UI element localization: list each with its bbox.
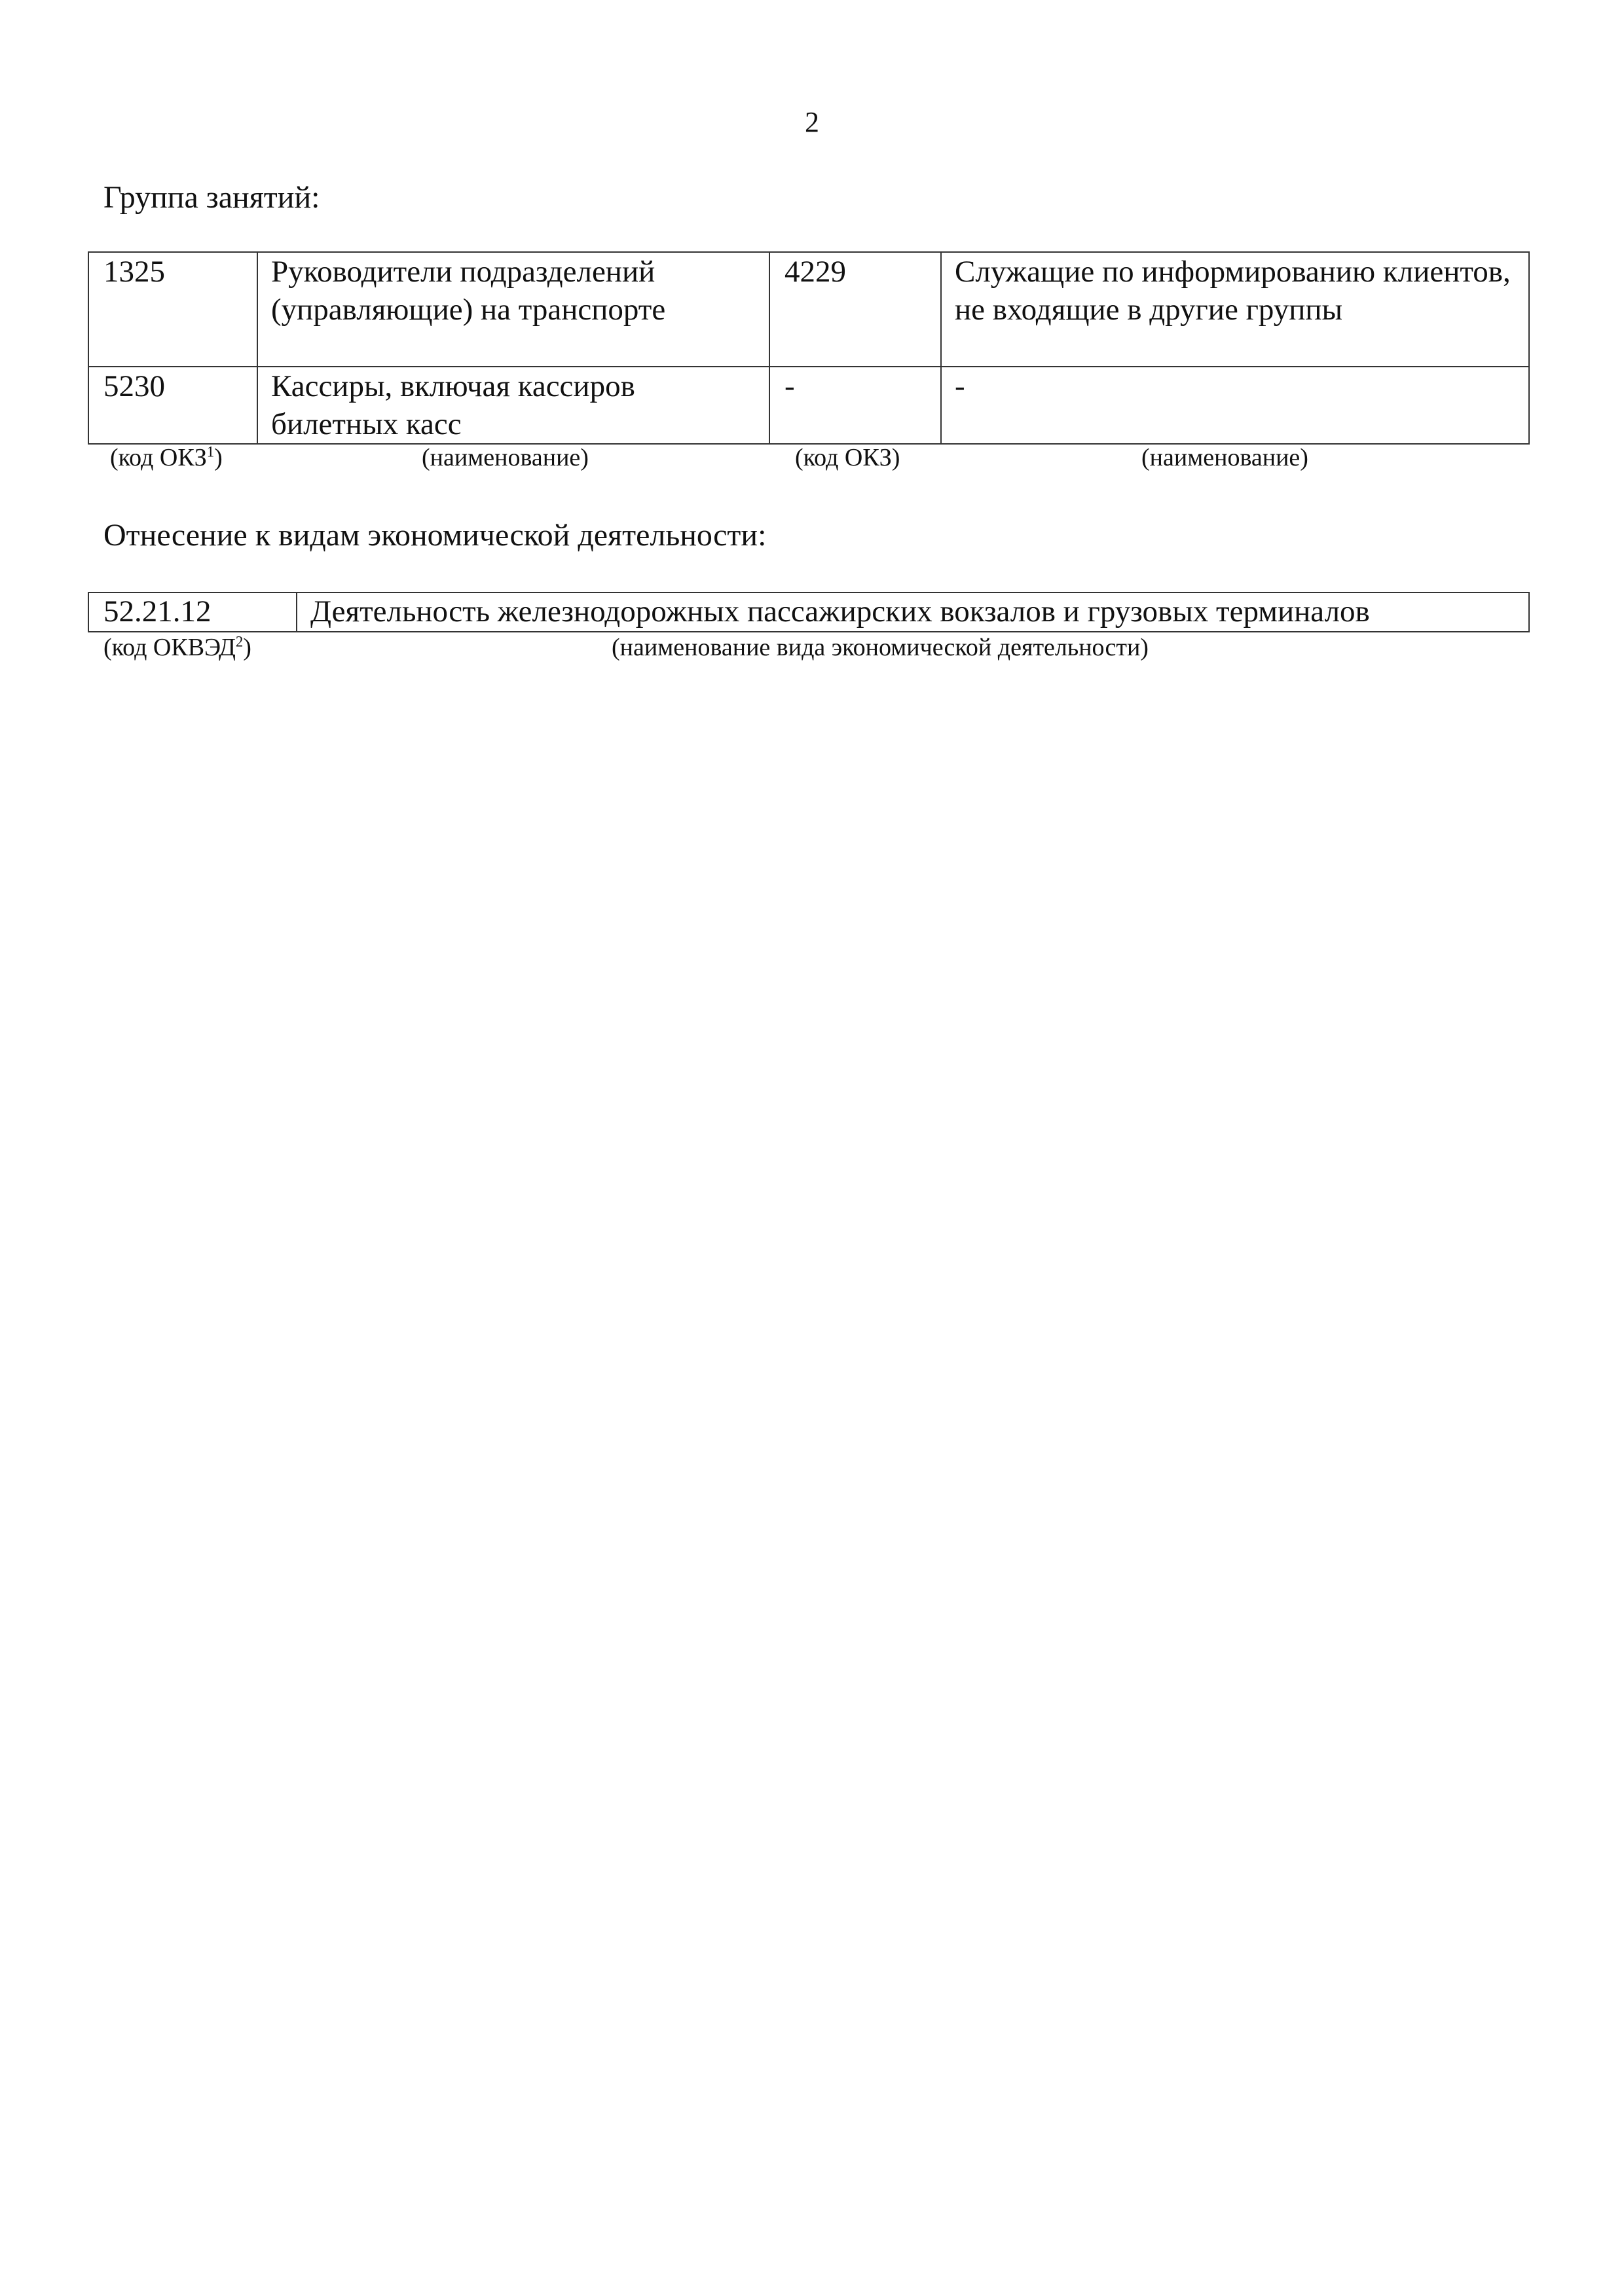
page-number: 2 <box>805 106 819 138</box>
caption-text: (код ОКЗ <box>110 444 207 471</box>
okz-name-caption: (наименование) <box>422 444 589 471</box>
occupation-table-captions <box>88 445 1528 474</box>
okz-code-cell: - <box>769 367 941 444</box>
occupation-table <box>88 251 1530 445</box>
okz-name-cell: Руководители подразделений (управляющие) на транспорте <box>257 252 769 367</box>
okz-code-cell: 5230 <box>88 367 257 444</box>
okz-name-cell: Служащие по информированию клиентов, не входящие в другие группы <box>941 252 1529 367</box>
economic-activity-captions <box>88 635 1528 664</box>
table-row <box>88 252 1529 367</box>
okved-code-cell: 52.21.12 <box>88 592 297 632</box>
table-row <box>88 367 1529 444</box>
caption-text: (код ОКВЭД <box>103 634 236 661</box>
table-row <box>88 592 1529 632</box>
okz-name-cell: Кассиры, включая кассиров билетных касс <box>257 367 769 444</box>
okz-code-caption-2: (код ОКЗ) <box>795 444 900 471</box>
okved-name-cell: Деятельность железнодорожных пассажирских вокзалов и грузовых терминалов <box>297 592 1529 632</box>
okz-code-cell: 4229 <box>769 252 941 367</box>
okz-code-caption <box>110 445 223 470</box>
footnote-mark: 1 <box>206 443 215 460</box>
okved-code-caption <box>103 635 251 660</box>
okved-name-caption: (наименование вида экономической деятельности) <box>612 634 1149 661</box>
okz-code-cell: 1325 <box>88 252 257 367</box>
okz-name-cell: - <box>941 367 1529 444</box>
economic-activity-title: Отнесение к видам экономической деятельности: <box>103 518 767 553</box>
caption-close: ) <box>214 444 223 471</box>
occupation-group-title: Группа занятий: <box>103 180 320 215</box>
caption-close: ) <box>243 634 251 661</box>
okz-name-caption-2: (наименование) <box>1141 444 1308 471</box>
footnote-mark: 2 <box>235 633 244 650</box>
economic-activity-table <box>88 592 1530 632</box>
